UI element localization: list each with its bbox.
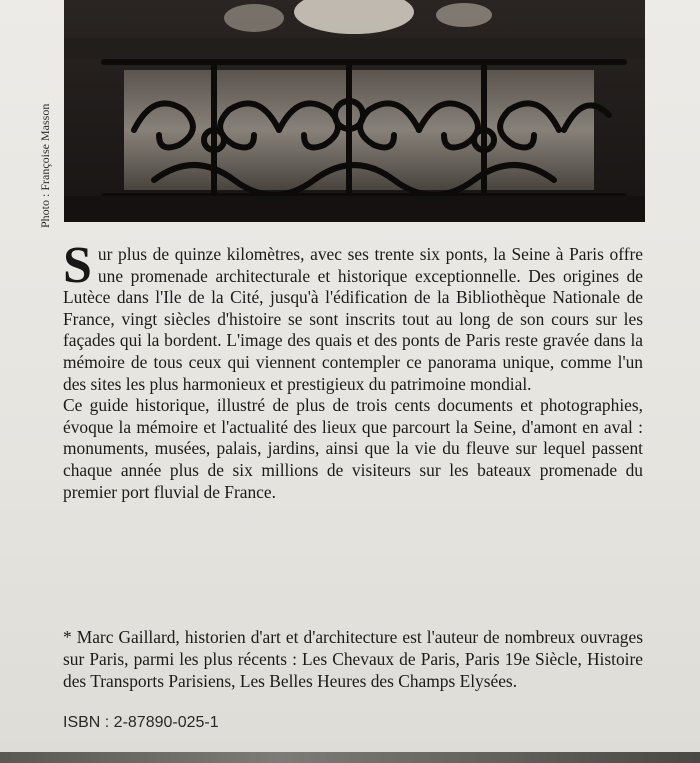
- page-bottom-edge: [0, 752, 700, 763]
- author-footnote: * Marc Gaillard, historien d'art et d'architecture est l'auteur de nombreux ouvrages sur Paris, parmi les plus récents : Les Chevaux de Paris, Paris 19e Siècle, Histoire des Transports Parisiens, Les Belles Heures des Champs Elysées.: [63, 627, 643, 691]
- isbn-number: ISBN : 2-87890-025-1: [63, 714, 219, 731]
- wrought-iron-railing-image: [64, 0, 645, 222]
- railing-photo: [64, 0, 645, 222]
- paragraph-intro-text: ur plus de quinze kilomètres, avec ses trente six ponts, la Seine à Paris offre une promenade architecturale et historique exceptionnelle. Des origines de Lutèce dans l'Ile de la Cité, jusqu'à l'édification de la Bibliothèque Nationale de France, vingt siècles d'histoire se sont inscrits tout au long de son cours sur les façades qui la bordent. L'image des quais et des ponts de Paris reste gravée dans la mémoire de tous ceux qui viennent contempler ce panorama unique, comme l'un des sites les plus harmonieux et prestigieux du patrimoine mondial.: [63, 244, 643, 394]
- paragraph-guide: Ce guide historique, illustré de plus de trois cents documents et photographies, évoque la mémoire et l'actualité des lieux que parcourt la Seine, d'amont en aval : monuments, musées, palais, jardins, ainsi que la vie du fleuve sur lequel passent chaque année plus de six millions de visiteurs sur les bateaux promenade du premier port fluvial de France.: [63, 395, 643, 502]
- description-text: [63, 237, 643, 503]
- photo-credit: Photo : Françoise Masson: [38, 103, 52, 228]
- drop-cap: S: [63, 237, 92, 294]
- paragraph-intro: [63, 237, 643, 395]
